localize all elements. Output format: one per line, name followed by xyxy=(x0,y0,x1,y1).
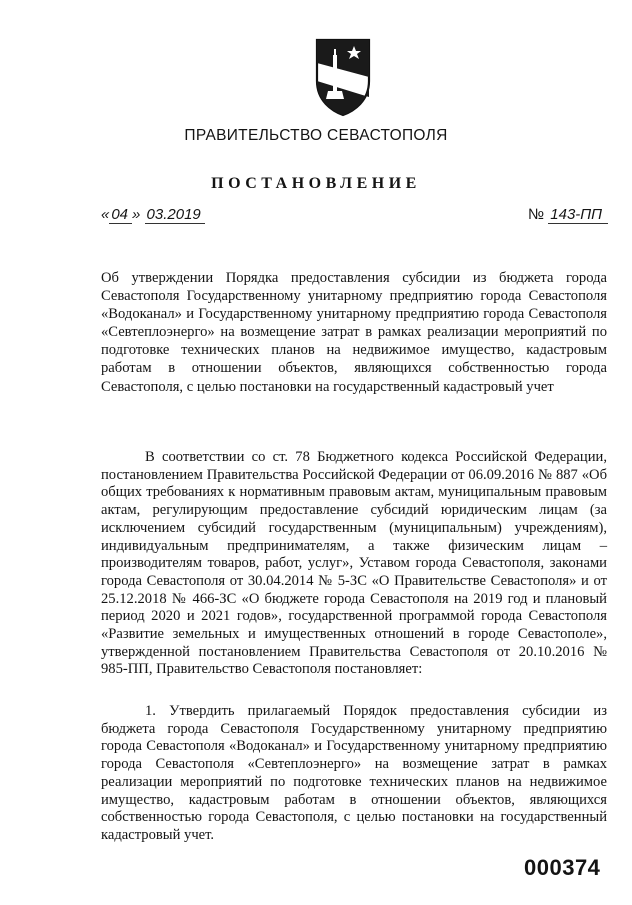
number-value: 143-ПП xyxy=(548,206,608,224)
sevastopol-coat-of-arms-icon xyxy=(314,37,372,117)
document-date xyxy=(101,206,205,224)
preamble-paragraph: В соответствии со ст. 78 Бюджетного кодекса Российской Федерации, постановлением Правительства Российской Федерации от 06.09.2016 № 887 «Об общих требованиях к нормативным правовым актам, муниципальным правовым актам, регулирующим предоставление субсидий юридическим лицам (за исключением субсидий государственным (муниципальным) учреждениям), индивидуальным предпринимателям, а также физическим лицам – производителям товаров, работ, услуг», Уставом города Севастополя, законами города Севастополя от 30.04.2014 № 5-ЗС «О Правительстве Севастополя» и от 25.12.2018 № 466-ЗС «О бюджете города Севастополя на 2019 год и плановый период 2020 и 2021 годов», государственной программой города Севастополя «Развитие земельных и имущественных отношений в городе Севастополе», утвержденной постановлением Правительства Севастополя от 20.10.2016 № 985-ПП, Правительство Севастополя постановляет: xyxy=(101,449,607,678)
date-day: 04 xyxy=(109,206,132,224)
government-name: ПРАВИТЕЛЬСТВО СЕВАСТОПОЛЯ xyxy=(184,127,448,144)
date-open-quote: « xyxy=(101,206,110,223)
item-1-paragraph: 1. Утвердить прилагаемый Порядок предоставления субсидии из бюджета города Севастополя Государственному унитарному предприятию города Севастополя «Водоканал» и Государственному унитарному предприятию города Севастополя «Севтеплоэнерго» на возмещение затрат в рамках реализации мероприятий по подготовке технических планов на недвижимое имущество, кадастровым работам в отношении объектов, являющихся собственностью города Севастополя, с целью постановки на государственный кадастровый учет. xyxy=(101,703,607,843)
form-serial-number: 000374 xyxy=(524,855,601,880)
document-subject: Об утверждении Порядка предоставления субсидии из бюджета города Севастополя Государственному унитарному предприятию города Севастополя «Водоканал» и Государственному унитарному предприятию города Севастополя «Севтеплоэнерго» на возмещение затрат в рамках реализации мероприятий по подготовке технических планов на недвижимое имущество, кадастровым работам в отношении объектов, являющихся собственностью города Севастополя, с целью постановки на государственный кадастровый учет xyxy=(101,270,607,395)
number-sign: № xyxy=(528,206,545,223)
date-close-quote: » xyxy=(132,206,141,223)
document-number xyxy=(528,206,608,224)
document-type-title: ПОСТАНОВЛЕНИЕ xyxy=(211,175,421,192)
date-month-year: 03.2019 xyxy=(145,206,205,224)
